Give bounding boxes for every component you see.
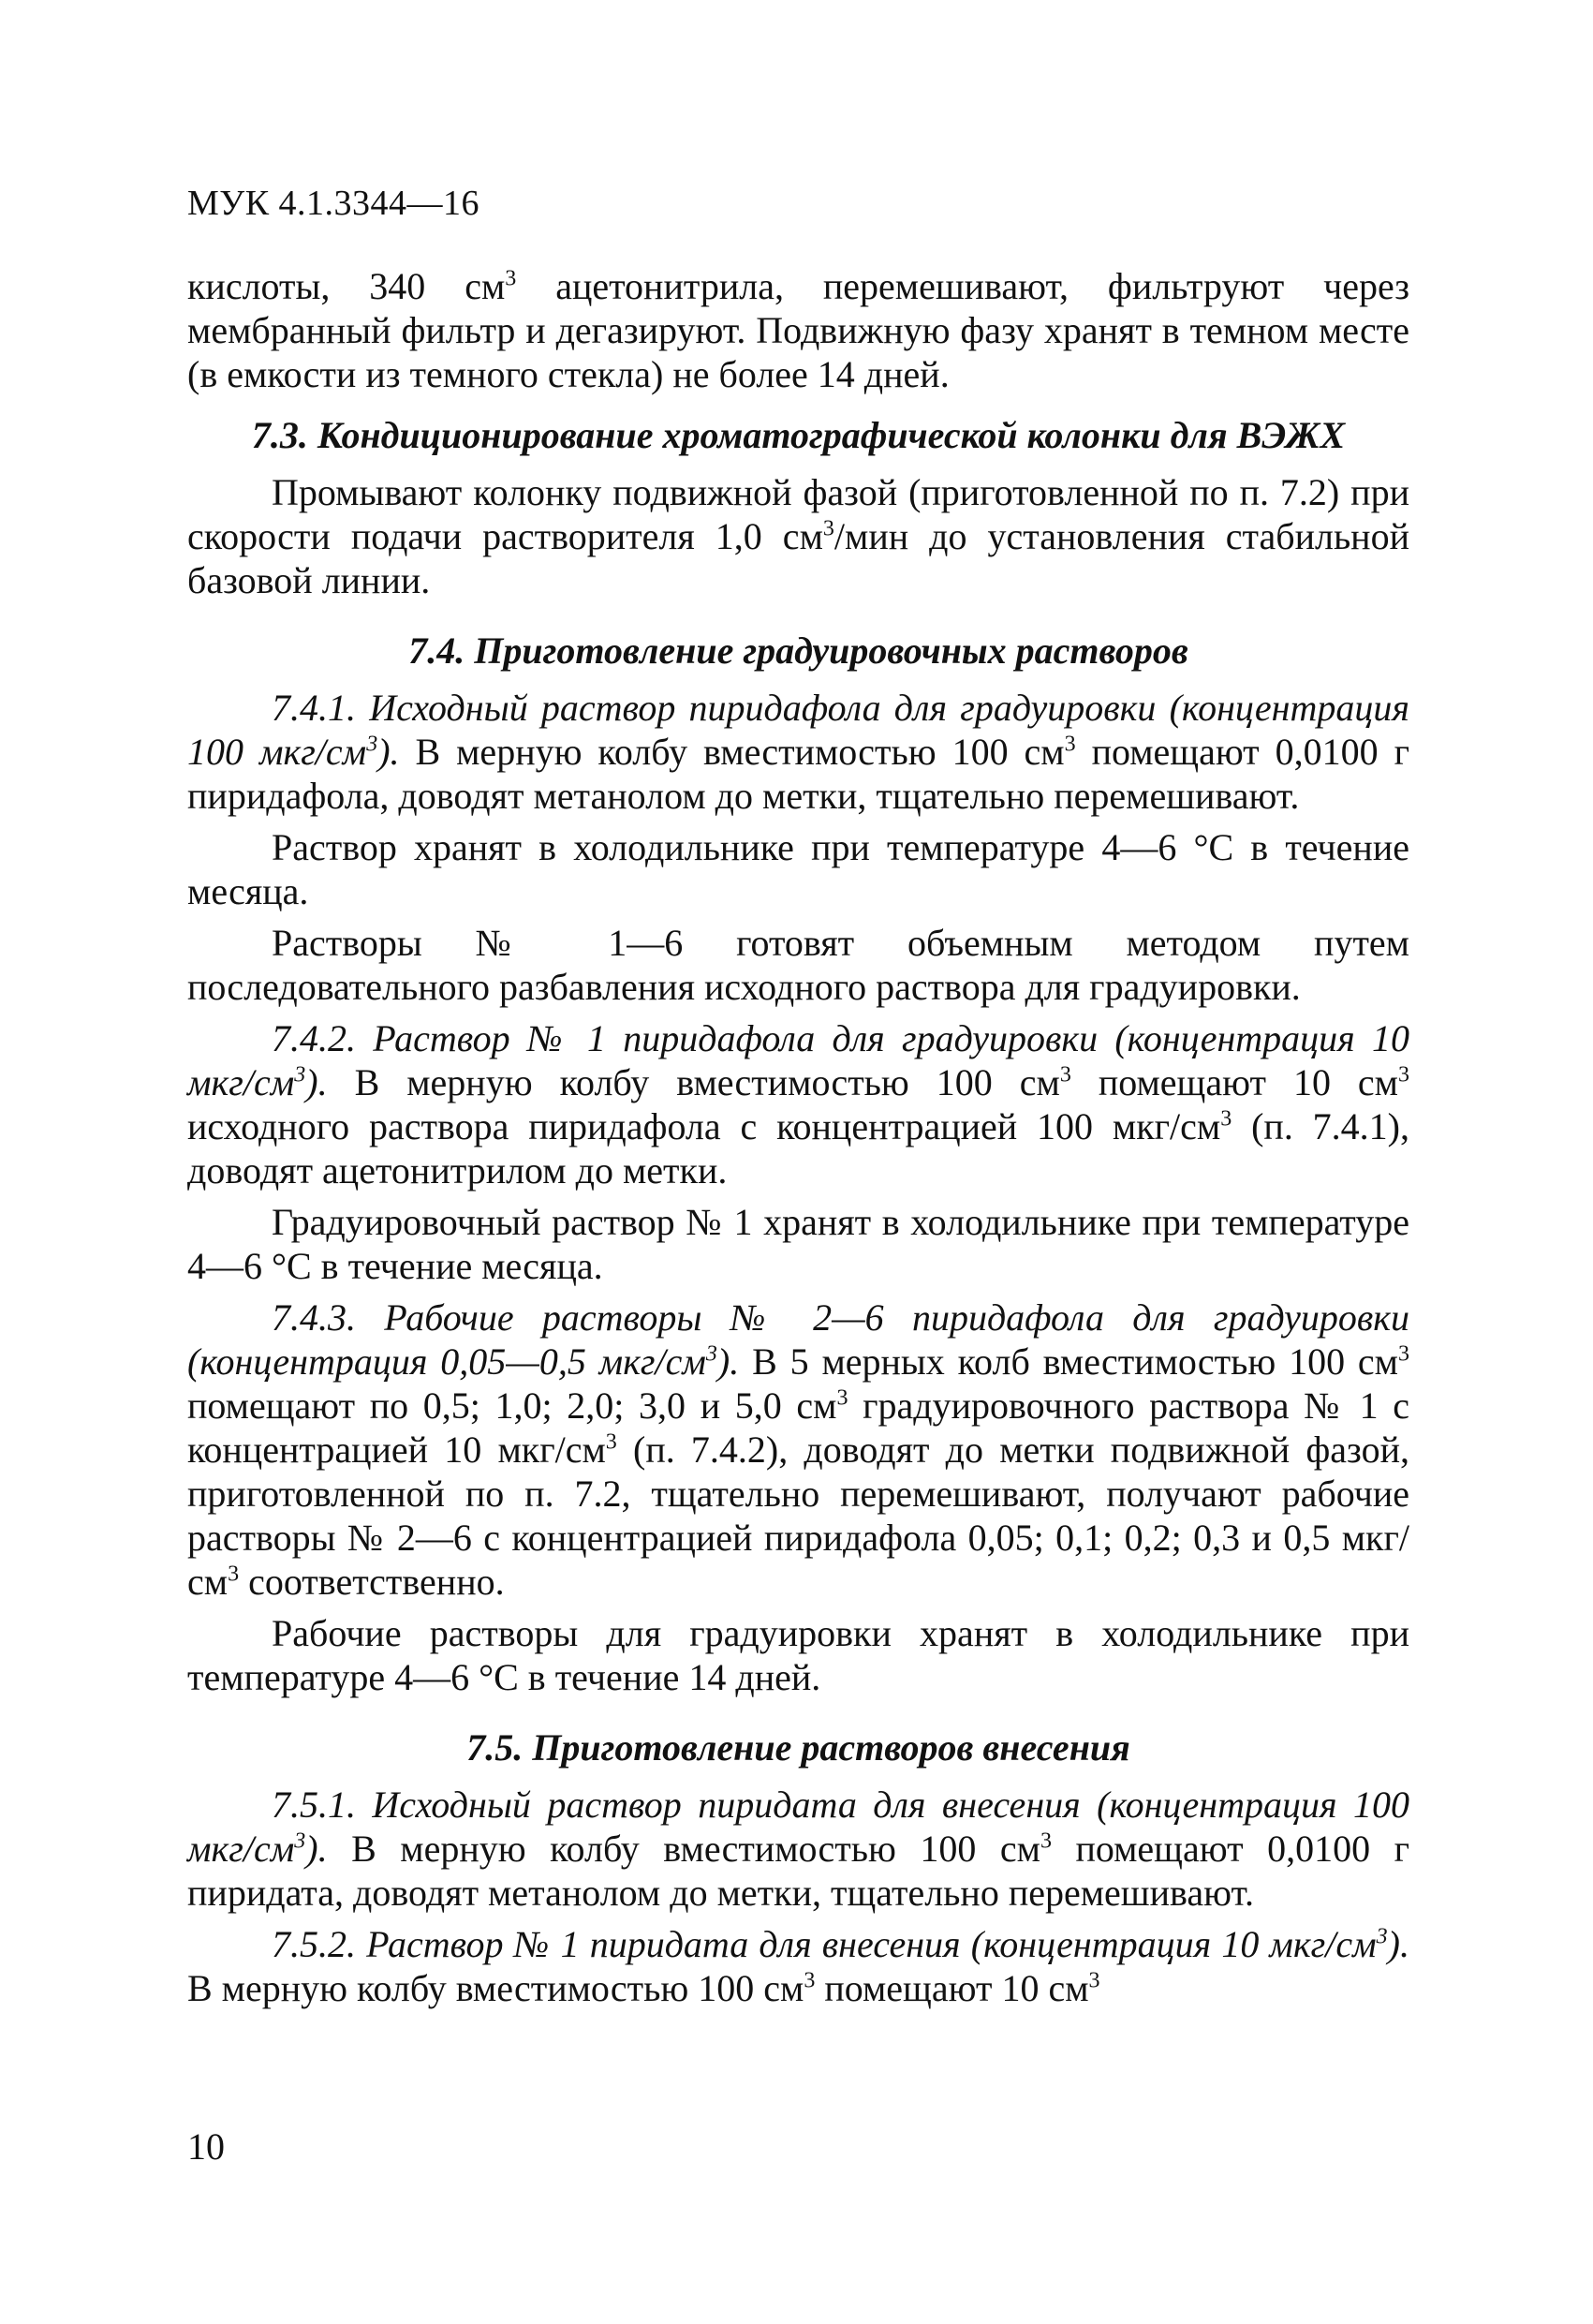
paragraph-7-5-1: 7.5.1. Исходный раствор пиридата для внесения (концентрация 100 мкг/$см^3$). В мерную колбу вместимостью 100 $см^3$ помещают 0,0100 г пиридата, доводят метанолом до метки, тщательно перемешивают. <box>187 1784 1409 1914</box>
page-number: 10 <box>187 2125 225 2168</box>
document-body <box>187 264 1409 2018</box>
paragraph-7-4-3: 7.4.3. Рабочие растворы № 2—6 пиридафола для градуировки (концентрация 0,05—0,5 мкг/$см^3$). В 5 мерных колб вместимостью 100 $см^3$ помещают по 0,5; 1,0; 2,0; 3,0 и 5,0 $см^3$ градуировочного раствора № 1 с концентрацией 10 мкг/$см^3$ (п. 7.4.2), доводят до метки подвижной фазой, приготовленной по п. 7.2, тщательно перемешивают, получают рабочие растворы № 2—6 с концентрацией пиридафола 0,05; 0,1; 0,2; 0,3 и 0,5 мкг/$см^3$ соответственно. <box>187 1296 1409 1603</box>
paragraph-7-4-1: 7.4.1. Исходный раствор пиридафола для градуировки (концентрация 100 мкг/$см^3$). В мерную колбу вместимостью 100 $см^3$ помещают 0,0100 г пиридафола, доводят метанолом до метки, тщательно перемешивают. <box>187 687 1409 817</box>
document-code-header: МУК 4.1.3344—16 <box>187 184 480 223</box>
paragraph-column-conditioning: Промывают колонку подвижной фазой (приготовленной по п. 7.2) при скорости подачи растворителя 1,0 $см^3$/мин до установления стабильной базовой линии. <box>187 471 1409 601</box>
section-heading-7-5: 7.5. Приготовление растворов внесения <box>466 1726 1130 1769</box>
paragraph-storage-stock: Раствор хранят в холодильнике при температуре 4—6 °С в течение месяца. <box>187 826 1409 912</box>
paragraph-dilution-method: Растворы № 1—6 готовят объемным методом путем последовательного разбавления исходного раствора для градуировки. <box>187 922 1409 1008</box>
paragraph-7-5-2: 7.5.2. Раствор № 1 пиридата для внесения (концентрация 10 мкг/$см^3$). В мерную колбу вместимостью 100 $см^3$ помещают 10 $см^3$ <box>187 1923 1409 2009</box>
paragraph-storage-solution-1: Градуировочный раствор № 1 хранят в холодильнике при температуре 4—6 °С в течение месяца. <box>187 1201 1409 1287</box>
paragraph-mobile-phase-end: кислоты, 340 $см^3$ ацетонитрила, перемешивают, фильтруют через мембранный фильтр и дегазируют. Подвижную фазу хранят в темном месте (в емкости из темного стекла) не более 14 дней. <box>187 265 1410 395</box>
section-heading-7-4: 7.4. Приготовление градуировочных растворов <box>408 629 1188 672</box>
paragraph-7-4-2: 7.4.2. Раствор № 1 пиридафола для градуировки (концентрация 10 мкг/$см^3$). В мерную колбу вместимостью 100 $см^3$ помещают 10 $см^3$ исходного раствора пиридафола с концентрацией 100 мкг/$см^3$ (п. 7.4.1), доводят ацетонитрилом до метки. <box>187 1017 1409 1192</box>
paragraph-storage-working: Рабочие растворы для градуировки хранят в холодильнике при температуре 4—6 °С в течение 14 дней. <box>187 1612 1409 1698</box>
section-heading-7-3: 7.3. Кондиционирование хроматографической колонки для ВЭЖХ <box>251 414 1346 456</box>
